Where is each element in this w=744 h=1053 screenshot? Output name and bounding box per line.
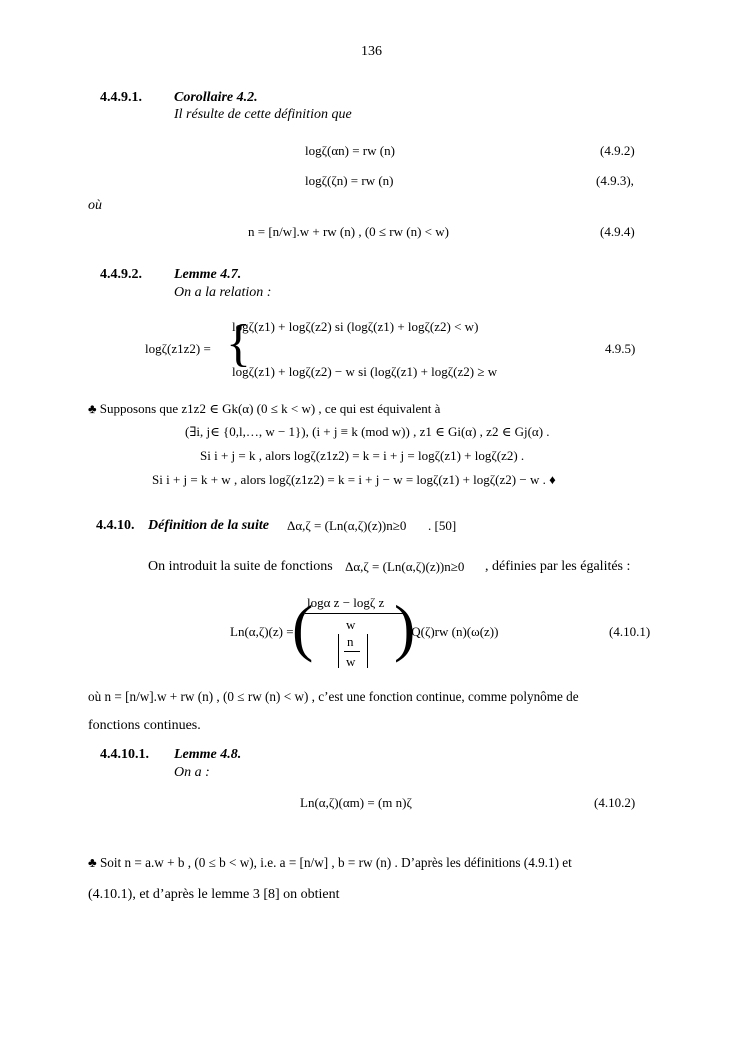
- section-intro: Il résulte de cette définition que: [174, 107, 352, 122]
- page-number: 136: [361, 44, 382, 59]
- equation-4-10-2: Ln(α,ζ)(αm) = (m n)ζ: [300, 795, 412, 810]
- equation-tag: (4.10.1): [609, 624, 651, 639]
- proof-line: ♣ Soit n = a.w + b , (0 ≤ b < w), i.e. a = [n/w] , b = rw (n) . D’après les définitions (4.9.1) et: [88, 855, 572, 870]
- section-title: Corollaire 4.2.: [174, 90, 258, 105]
- proof-line: Si i + j = k + w , alors logζ(z1z2) = k = i + j − w = logζ(z1) + logζ(z2) − w . ♦: [152, 472, 556, 487]
- paragraph: , définies par les égalités :: [485, 559, 631, 574]
- fraction-w2: w: [346, 654, 356, 669]
- sequence-definition: Δα,ζ = (Ln(α,ζ)(z))n≥0: [345, 559, 465, 574]
- section-number: 4.4.10.: [96, 518, 135, 533]
- fraction-n: n: [347, 634, 354, 649]
- reference: . [50]: [428, 518, 457, 533]
- proof-line: ♣ Supposons que z1z2 ∈ Gk(α) (0 ≤ k < w) , ce qui est équivalent à: [88, 401, 441, 416]
- case-1: logζ(z1) + logζ(z2) si (logζ(z1) + logζ(z2) < w): [232, 319, 479, 334]
- paren-left: (: [292, 592, 314, 663]
- equation-tag: (4.9.2): [600, 143, 635, 158]
- section-number: 4.4.9.2.: [100, 267, 142, 282]
- equation-tag: 4.9.5): [605, 341, 636, 356]
- sequence-definition: Δα,ζ = (Ln(α,ζ)(z))n≥0: [287, 518, 407, 533]
- fraction-w: w: [346, 617, 356, 632]
- fraction-bar: [344, 651, 360, 652]
- equation-tag: (4.9.4): [600, 224, 635, 239]
- equation-tag: (4.9.3),: [596, 173, 634, 188]
- section-title: Lemme 4.7.: [174, 267, 242, 282]
- equation-rhs: .Q(ζ)rw (n)(ω(z)): [408, 624, 499, 639]
- section-intro: On a :: [174, 765, 210, 780]
- paren-right: ): [394, 592, 416, 663]
- fraction-numerator: logα z − logζ z: [307, 595, 385, 610]
- case-2: logζ(z1) + logζ(z2) − w si (logζ(z1) + logζ(z2) ≥ w: [232, 364, 498, 379]
- equation-lhs: logζ(z1z2) =: [145, 341, 211, 356]
- equation-4-9-3: logζ(ζn) = rw (n): [305, 173, 394, 188]
- section-title: Définition de la suite: [148, 518, 269, 533]
- proof-line: (∃i, j∈ {0,l,…, w − 1}), (i + j ≡ k (mod w)) , z1 ∈ Gi(α) , z2 ∈ Gj(α) .: [185, 424, 550, 439]
- word-ou: où: [88, 198, 102, 213]
- paragraph: On introduit la suite de fonctions: [148, 559, 333, 574]
- section-number: 4.4.9.1.: [100, 90, 142, 105]
- section-number: 4.4.10.1.: [100, 747, 149, 762]
- equation-lhs: Ln(α,ζ)(z) =: [230, 624, 294, 639]
- section-intro: On a la relation :: [174, 285, 272, 300]
- paragraph: fonctions continues.: [88, 718, 201, 733]
- proof-line: (4.10.1), et d’après le lemme 3 [8] on obtient: [88, 887, 340, 902]
- equation-4-9-4: n = [n/w].w + rw (n) , (0 ≤ rw (n) < w): [248, 224, 449, 239]
- section-title: Lemme 4.8.: [174, 747, 242, 762]
- equation-tag: (4.10.2): [594, 795, 636, 810]
- equation-4-9-2: logζ(αn) = rw (n): [305, 143, 395, 158]
- brace-left: {: [226, 315, 251, 372]
- paragraph: où n = [n/w].w + rw (n) , (0 ≤ rw (n) < w) , c’est une fonction continue, comme polynôme de: [88, 689, 579, 704]
- fraction-bar: [305, 613, 405, 614]
- proof-line: Si i + j = k , alors logζ(z1z2) = k = i + j = logζ(z1) + logζ(z2) .: [200, 448, 525, 463]
